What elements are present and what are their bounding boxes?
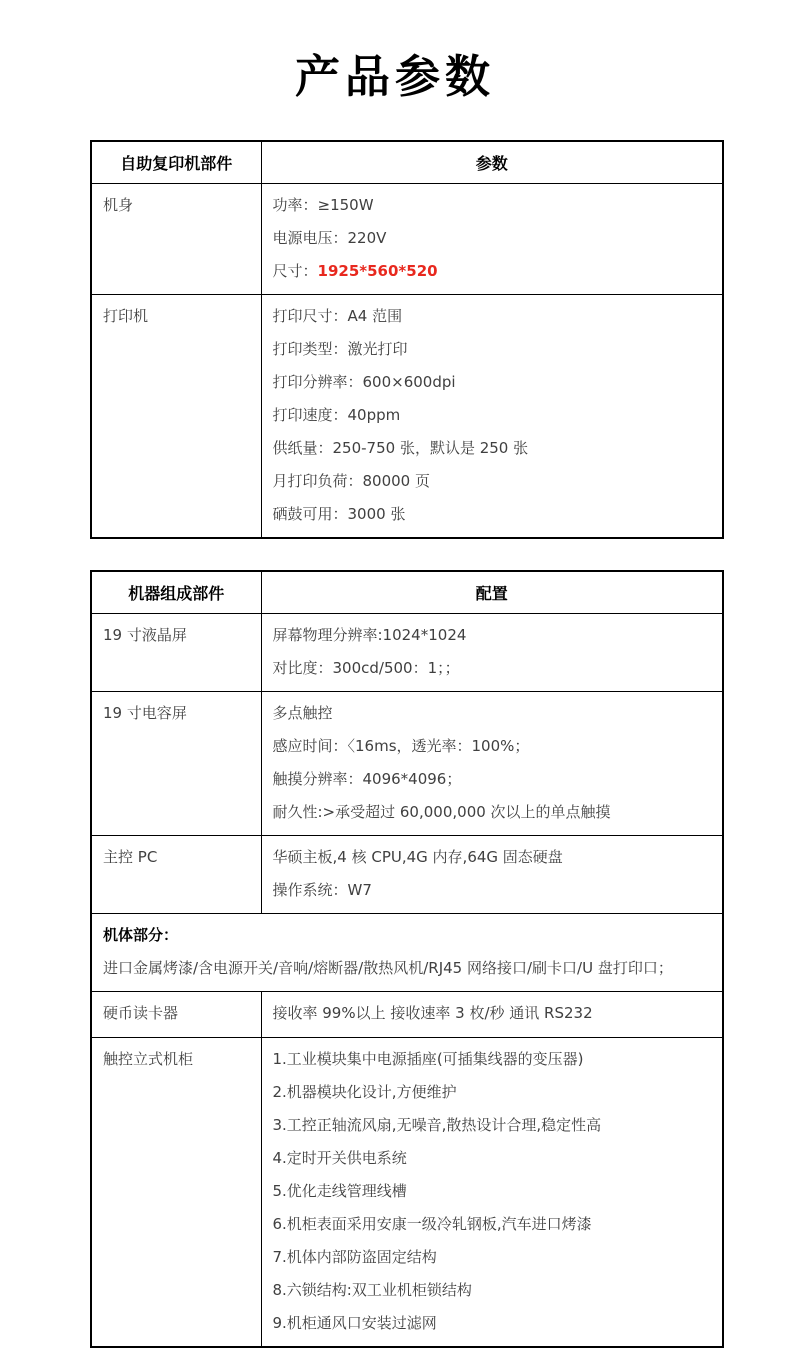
spec-line: 打印分辨率：600×600dpi xyxy=(272,372,456,391)
spec-line: 8.六锁结构:双工业机柜锁结构 xyxy=(272,1280,472,1299)
spec-line: 华硕主板,4 核 CPU,4G 内存,64G 固态硬盘 xyxy=(272,847,563,866)
spec-line: 感应时间：〈16ms，透光率：100%； xyxy=(272,736,530,755)
table-row-body-section xyxy=(91,913,723,991)
column-header-part: 自助复印机部件 xyxy=(91,141,261,183)
spec-table-copier xyxy=(90,140,724,539)
row-label-cell xyxy=(91,613,261,691)
row-label: 硬币读卡器 xyxy=(103,1003,179,1022)
spec-line: 耐久性:>承受超过 60,000,000 次以上的单点触摸 xyxy=(272,802,611,821)
column-header-parameter: 参数 xyxy=(261,141,723,183)
row-value-cell xyxy=(261,1037,723,1347)
spec-line: 1.工业模块集中电源插座(可插集线器的变压器) xyxy=(272,1049,584,1068)
spec-line: 9.机柜通风口安装过滤网 xyxy=(272,1313,437,1332)
row-label-cell xyxy=(91,1037,261,1347)
table-row-touchscreen xyxy=(91,691,723,835)
table-header-row xyxy=(91,571,723,613)
row-value-cell xyxy=(261,613,723,691)
dimension-value-highlight: 1925*560*520 xyxy=(317,261,438,280)
spec-line: 多点触控 xyxy=(272,703,333,722)
row-label-cell xyxy=(91,294,261,538)
page-title: 产品参数 xyxy=(294,50,495,103)
spec-line: 屏幕物理分辨率:1024*1024 xyxy=(272,625,467,644)
spec-line-dimensions xyxy=(273,255,712,288)
table-header-row xyxy=(91,141,723,183)
row-value-cell xyxy=(261,691,723,835)
section-span-title: 机体部分： xyxy=(103,925,179,944)
spec-line: 2.机器模块化设计,方便维护 xyxy=(272,1082,457,1101)
spec-line: 3.工控正轴流风扇,无噪音,散热设计合理,稳定性高 xyxy=(272,1115,602,1134)
row-label: 机身 xyxy=(103,195,134,214)
table-row-body xyxy=(91,183,723,294)
spec-line: 硒鼓可用：3000 张 xyxy=(272,504,406,523)
row-label-cell xyxy=(91,691,261,835)
column-header-component: 机器组成部件 xyxy=(91,571,261,613)
column-header-configuration: 配置 xyxy=(261,571,723,613)
row-value-cell xyxy=(261,835,723,913)
spec-line: 接收率 99%以上 接收速率 3 枚/秒 通讯 RS232 xyxy=(272,1003,593,1022)
table-row-lcd xyxy=(91,613,723,691)
row-label: 19 寸液晶屏 xyxy=(103,625,187,644)
spec-line: 打印类型：激光打印 xyxy=(272,339,408,358)
row-value-cell xyxy=(261,294,723,538)
spec-line: 打印速度：40ppm xyxy=(272,405,401,424)
spec-line: 打印尺寸：A4 范围 xyxy=(272,306,403,325)
spec-line: 5.优化走线管理线槽 xyxy=(272,1181,407,1200)
dimension-prefix: 尺寸： xyxy=(272,261,318,280)
spec-line: 操作系统：W7 xyxy=(272,880,372,899)
spec-line: 对比度：300cd/500：1；； xyxy=(272,658,460,677)
spec-line: 功率：≥150W xyxy=(272,195,374,214)
spec-line: 供纸量：250-750 张，默认是 250 张 xyxy=(272,438,529,457)
row-label-cell xyxy=(91,183,261,294)
table-row-coin-reader xyxy=(91,991,723,1037)
row-label: 主控 PC xyxy=(103,847,158,866)
spec-table-components xyxy=(90,570,724,1348)
row-label-cell xyxy=(91,835,261,913)
spec-line: 7.机体内部防盗固定结构 xyxy=(272,1247,437,1266)
spec-line: 6.机柜表面采用安康一级冷轧钢板,汽车进口烤漆 xyxy=(272,1214,592,1233)
table-row-pc xyxy=(91,835,723,913)
spec-line: 4.定时开关供电系统 xyxy=(272,1148,407,1167)
row-label: 打印机 xyxy=(103,306,149,325)
spec-line: 月打印负荷：80000 页 xyxy=(272,471,430,490)
row-label: 19 寸电容屏 xyxy=(103,703,187,722)
spec-line: 电源电压：220V xyxy=(272,228,387,247)
spec-line: 触摸分辨率：4096*4096； xyxy=(272,769,462,788)
row-label-cell xyxy=(91,991,261,1037)
table-row-cabinet xyxy=(91,1037,723,1347)
row-value-cell xyxy=(261,183,723,294)
section-span-cell xyxy=(91,913,723,991)
table-row-printer xyxy=(91,294,723,538)
section-span-body: 进口金属烤漆/含电源开关/音响/熔断器/散热风机/RJ45 网络接口/刷卡口/U 盘打印口； xyxy=(103,958,673,977)
row-label: 触控立式机柜 xyxy=(103,1049,194,1068)
row-value-cell xyxy=(261,991,723,1037)
